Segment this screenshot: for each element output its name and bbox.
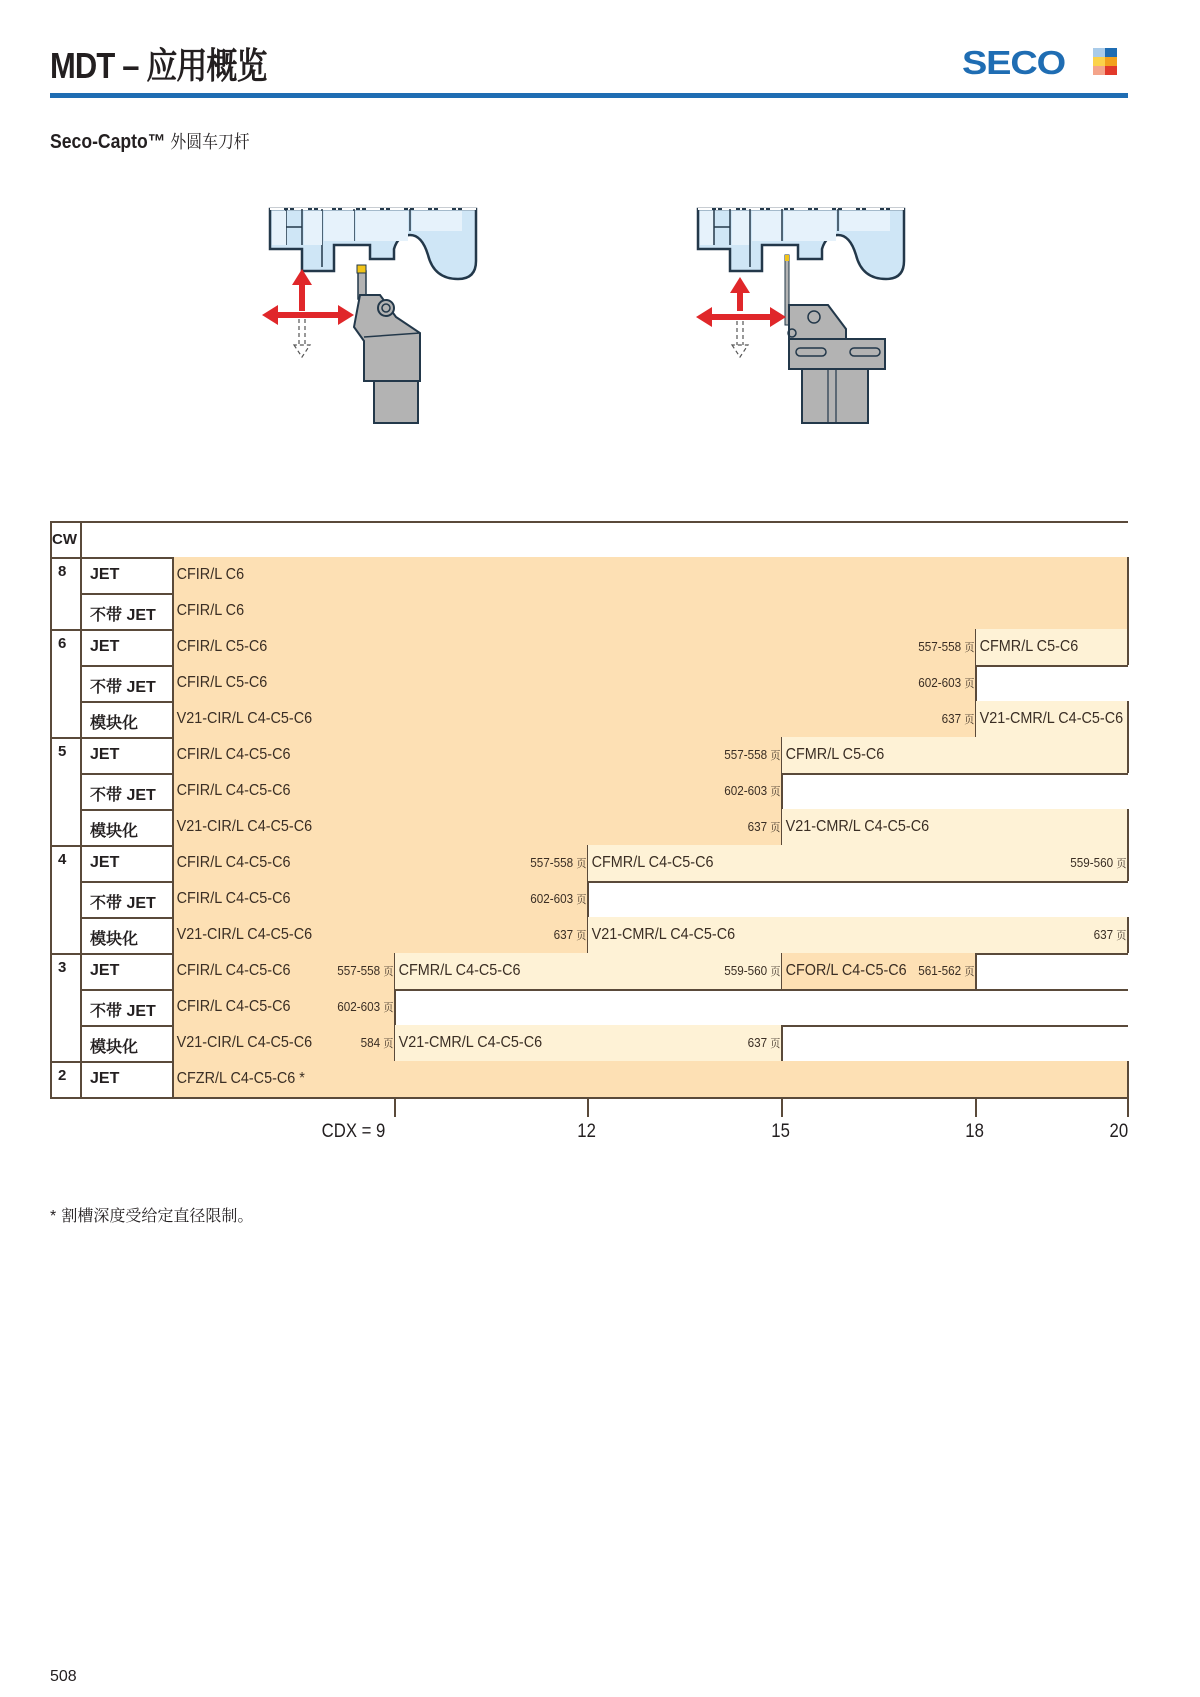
- catalog-page-ref[interactable]: [724, 747, 780, 763]
- product-range-bar[interactable]: [976, 701, 1128, 737]
- axis-value: 18: [965, 1121, 984, 1142]
- product-range-bar[interactable]: [782, 953, 976, 989]
- cw-value: 3: [58, 959, 67, 976]
- product-range-bar[interactable]: [173, 557, 1128, 593]
- row-type-label: 模块化: [90, 823, 139, 840]
- product-range-bar[interactable]: [173, 881, 588, 917]
- product-range-bar[interactable]: [782, 809, 1128, 845]
- page-range: 557-558: [529, 855, 573, 870]
- catalog-page-ref[interactable]: [1093, 927, 1126, 943]
- page-number: 508: [50, 1668, 77, 1685]
- product-range-bar[interactable]: [173, 845, 588, 881]
- page-suffix: 页: [383, 965, 393, 978]
- product-range-bar[interactable]: [173, 629, 976, 665]
- product-code: V21-CMR/L C4-C5-C6: [398, 1034, 543, 1051]
- label-divider: [172, 845, 174, 953]
- page-suffix: 页: [770, 749, 780, 762]
- product-range-bar[interactable]: [173, 809, 782, 845]
- product-code: CFMR/L C5-C6: [785, 746, 885, 763]
- cw-value: 2: [58, 1067, 67, 1084]
- row-border: [50, 1097, 1128, 1099]
- axis-value: 12: [577, 1121, 596, 1142]
- cw-divider: [80, 737, 82, 845]
- cw-value: 6: [58, 635, 67, 652]
- catalog-page-ref[interactable]: [747, 819, 780, 835]
- bar-end-divider: [1127, 917, 1129, 953]
- product-code: CFMR/L C5-C6: [979, 638, 1079, 655]
- row-type-label: 模块化: [90, 715, 139, 732]
- product-code: CFIR/L C5-C6: [176, 674, 268, 691]
- catalog-page-ref[interactable]: [1070, 855, 1126, 871]
- product-code: CFIR/L C5-C6: [176, 638, 268, 655]
- row-type-label: JET: [90, 566, 120, 583]
- subtitle-en: Seco-Capto™: [50, 131, 166, 153]
- catalog-page-ref[interactable]: [337, 999, 393, 1015]
- catalog-page-ref[interactable]: [360, 1035, 393, 1051]
- group-left-border: [50, 953, 52, 1061]
- product-code: CFIR/L C4-C5-C6: [176, 854, 291, 871]
- cw-divider: [80, 629, 82, 737]
- table-top-border: [50, 521, 1128, 523]
- bar-end-divider: [1127, 593, 1129, 629]
- product-range-bar[interactable]: [173, 1061, 1128, 1097]
- group-left-border: [50, 629, 52, 737]
- header-left-border: [50, 521, 52, 557]
- axis-tick-label: [577, 1121, 596, 1143]
- group-left-border: [50, 557, 52, 629]
- row-type-label: 不带 JET: [90, 787, 156, 804]
- product-code: V21-CIR/L C4-C5-C6: [176, 1034, 313, 1051]
- bar-end-divider: [1127, 809, 1129, 845]
- page-suffix: 页: [964, 641, 974, 654]
- label-divider: [172, 629, 174, 737]
- axis-tick: [394, 1097, 396, 1117]
- product-code: CFIR/L C4-C5-C6: [176, 890, 291, 907]
- bar-end-divider: [975, 665, 977, 701]
- product-code: V21-CIR/L C4-C5-C6: [176, 926, 313, 943]
- axis-value: 20: [1109, 1121, 1128, 1142]
- page-range: 584: [360, 1035, 380, 1050]
- product-code: V21-CMR/L C4-C5-C6: [785, 818, 930, 835]
- product-range-bar[interactable]: [173, 917, 588, 953]
- label-divider: [172, 953, 174, 1061]
- product-code: CFIR/L C4-C5-C6: [176, 998, 291, 1015]
- product-range-bar[interactable]: [173, 737, 782, 773]
- cw-divider: [80, 1061, 82, 1097]
- page-range: 557-558: [723, 747, 767, 762]
- product-code: CFIR/L C6: [176, 602, 245, 619]
- catalog-page-ref[interactable]: [553, 927, 586, 943]
- bar-end-divider: [1127, 629, 1129, 665]
- axis-tick: [587, 1097, 589, 1117]
- axis-tick: [1127, 1097, 1129, 1117]
- axis-tick-label: [965, 1121, 984, 1143]
- page-suffix: 页: [770, 785, 780, 798]
- row-type-label: JET: [90, 1070, 120, 1087]
- bar-end-divider: [394, 989, 396, 1025]
- product-range-bar[interactable]: [588, 917, 1128, 953]
- product-code: CFIR/L C6: [176, 566, 245, 583]
- product-code: CFIR/L C4-C5-C6: [176, 782, 291, 799]
- group-left-border: [50, 845, 52, 953]
- footnote: [50, 1203, 253, 1226]
- product-range-bar[interactable]: [395, 1025, 782, 1061]
- label-divider: [172, 1061, 174, 1097]
- page-range: 637: [747, 819, 767, 834]
- cw-value: 5: [58, 743, 67, 760]
- cw-value: 8: [58, 563, 67, 580]
- page-suffix: 页: [1116, 929, 1126, 942]
- axis-tick: [781, 1097, 783, 1117]
- bar-end-divider: [1127, 701, 1129, 737]
- page-suffix: 页: [576, 893, 586, 906]
- bar-end-divider: [781, 1025, 783, 1061]
- axis-tick-label: [771, 1121, 790, 1143]
- page-suffix: 页: [576, 929, 586, 942]
- subtitle-cn: 外圆车刀杆: [165, 132, 250, 153]
- brand-name: SECO: [962, 44, 1065, 81]
- group-left-border: [50, 737, 52, 845]
- bar-end-divider: [1127, 737, 1129, 773]
- cw-divider: [80, 953, 82, 1061]
- page-range: 602-603: [917, 675, 961, 690]
- header-cw-divider: [80, 521, 82, 557]
- row-type-label: 模块化: [90, 1039, 139, 1056]
- product-code: CFOR/L C4-C5-C6: [785, 962, 907, 979]
- product-range-bar[interactable]: [588, 845, 1128, 881]
- product-code: CFMR/L C4-C5-C6: [591, 854, 714, 871]
- product-range-bar[interactable]: [395, 953, 782, 989]
- axis-tick-label: [1109, 1121, 1128, 1143]
- page-range: 602-603: [529, 891, 573, 906]
- catalog-page-ref[interactable]: [941, 711, 974, 727]
- row-type-label: 不带 JET: [90, 1003, 156, 1020]
- page-suffix: 页: [1116, 857, 1126, 870]
- page-range: 637: [553, 927, 573, 942]
- product-range-bar[interactable]: [173, 1025, 395, 1061]
- row-type-label: 不带 JET: [90, 607, 156, 624]
- row-type-label: 不带 JET: [90, 679, 156, 696]
- page-title: MDT – 应用概览: [50, 45, 267, 86]
- page-range: 557-558: [336, 963, 380, 978]
- product-range-bar[interactable]: [173, 953, 395, 989]
- page-suffix: 页: [770, 1037, 780, 1050]
- page-suffix: 页: [964, 965, 974, 978]
- product-code: V21-CIR/L C4-C5-C6: [176, 710, 313, 727]
- row-type-label: JET: [90, 746, 120, 763]
- bar-end-divider: [781, 773, 783, 809]
- product-code: CFMR/L C4-C5-C6: [398, 962, 521, 979]
- label-divider: [172, 557, 174, 629]
- page-suffix: 页: [383, 1001, 393, 1014]
- product-range-bar[interactable]: [173, 773, 782, 809]
- cw-value: 4: [58, 851, 67, 868]
- catalog-page-ref[interactable]: [918, 675, 974, 691]
- row-type-label: 模块化: [90, 931, 139, 948]
- page-suffix: 页: [576, 857, 586, 870]
- axis-value: 15: [771, 1121, 790, 1142]
- bar-end-divider: [587, 881, 589, 917]
- bar-end-divider: [1127, 557, 1129, 593]
- page-suffix: 页: [964, 677, 974, 690]
- cw-header: CW: [52, 531, 77, 548]
- row-type-label: JET: [90, 638, 120, 655]
- product-range-bar[interactable]: [173, 989, 395, 1025]
- catalog-page-ref[interactable]: [337, 963, 393, 979]
- product-code: V21-CMR/L C4-C5-C6: [979, 710, 1124, 727]
- footnote-text: 割槽深度受给定直径限制。: [56, 1206, 254, 1225]
- page-range: 561-562: [917, 963, 961, 978]
- catalog-page-ref[interactable]: [918, 639, 974, 655]
- footnote-marker: *: [50, 1208, 57, 1225]
- page-range: 637: [941, 711, 961, 726]
- axis-value: 9: [375, 1121, 385, 1142]
- row-type-label: 不带 JET: [90, 895, 156, 912]
- page-suffix: 页: [770, 965, 780, 978]
- product-code: CFZR/L C4-C5-C6 *: [176, 1070, 305, 1087]
- bar-end-divider: [975, 953, 977, 989]
- catalog-page-ref[interactable]: [747, 1035, 780, 1051]
- page-suffix: 页: [770, 821, 780, 834]
- product-code: V21-CIR/L C4-C5-C6: [176, 818, 313, 835]
- axis-label-prefix: CDX =: [321, 1121, 376, 1142]
- product-range-bar[interactable]: [173, 665, 976, 701]
- bar-end-divider: [1127, 1061, 1129, 1097]
- row-type-label: JET: [90, 962, 120, 979]
- product-range-bar[interactable]: [782, 737, 1128, 773]
- catalog-page-ref[interactable]: [724, 963, 780, 979]
- page-range: 637: [747, 1035, 767, 1050]
- product-code: V21-CMR/L C4-C5-C6: [591, 926, 736, 943]
- page-range: 637: [1093, 927, 1113, 942]
- product-range-bar[interactable]: [976, 629, 1128, 665]
- row-type-label: JET: [90, 854, 120, 871]
- page-range: 602-603: [723, 783, 767, 798]
- product-code: CFIR/L C4-C5-C6: [176, 962, 291, 979]
- page-range: 559-560: [1069, 855, 1113, 870]
- page-range: 557-558: [917, 639, 961, 654]
- page-suffix: 页: [964, 713, 974, 726]
- axis-tick: [975, 1097, 977, 1117]
- product-code: CFIR/L C4-C5-C6: [176, 746, 291, 763]
- page-range: 559-560: [723, 963, 767, 978]
- bar-end-divider: [1127, 845, 1129, 881]
- page-suffix: 页: [383, 1037, 393, 1050]
- product-range-bar[interactable]: [173, 593, 1128, 629]
- cw-divider: [80, 845, 82, 953]
- product-range-bar[interactable]: [173, 701, 976, 737]
- catalog-page-ref[interactable]: [918, 963, 974, 979]
- catalog-page-ref[interactable]: [724, 783, 780, 799]
- cw-divider: [80, 557, 82, 629]
- catalog-page-ref[interactable]: [530, 855, 586, 871]
- axis-tick-label: [321, 1121, 385, 1143]
- label-divider: [172, 737, 174, 845]
- catalog-page-ref[interactable]: [530, 891, 586, 907]
- group-left-border: [50, 1061, 52, 1097]
- page-range: 602-603: [336, 999, 380, 1014]
